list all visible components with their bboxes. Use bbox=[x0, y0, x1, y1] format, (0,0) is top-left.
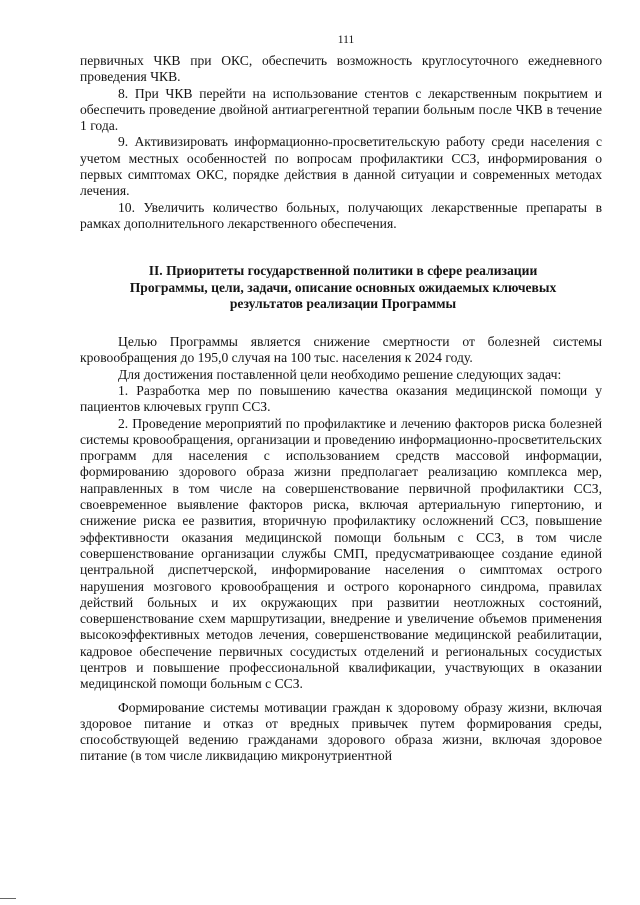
intro-paragraph-item-10: 10. Увеличить количество больных, получающих лекарственные препараты в рамках дополнительного лекарственного обеспечения. bbox=[80, 199, 602, 231]
task-paragraph-2: 2. Проведение мероприятий по профилактике и лечению факторов риска болезней системы кровообращения, организации и проведению информационно-просветительских программ для населения с использованием средств массовой информации, формированию здорового образа жизни предполагает реализацию комплекса мер, направленных в том числе на совершенствование первичной профилактики ССЗ, своевременное выявление факторов риска, включая артериальную гипертонию, и снижение риска ее развития, вторичную профилактику осложнений ССЗ, повышение эффективности оказания медицинской помощи больным с ССЗ, в том числе совершенствование организации службы СМП, предусматривающее создание единой центральной диспетчерской, информирование населения о симптомах острого нарушения мозгового кровообращения и острого коронарного синдрома, правилах действий больных и их окружающих при развитии неотложных состояний, совершенствование схем маршрутизации, внедрение и увеличение объемов применения высокоэффективных методов лечения, совершенствование медицинской реабилитации, кадровое обеспечение первичных сосудистых отделений и региональных сосудистых центров и повышение профессиональной квалификации, участвующих в оказании медицинской помощи больным с ССЗ. bbox=[80, 415, 602, 692]
section-heading-line-2: Программы, цели, задачи, описание основных ожидаемых ключевых bbox=[129, 279, 557, 295]
motivation-paragraph: Формирование системы мотивации граждан к здоровому образу жизни, включая здоровое питание и отказ от вредных привычек путем формирования среды, способствующей ведению гражданами здорового образа жизни, включая здоровое питание (в том числе ликвидацию микронутриентной bbox=[80, 699, 602, 764]
task-paragraph-1: 1. Разработка мер по повышению качества оказания медицинской помощи у пациентов ключевых групп ССЗ. bbox=[80, 382, 602, 415]
intro-paragraph-item-9: 9. Активизировать информационно-просветительскую работу среди населения с учетом местных особенностей по вопросам профилактики ССЗ, информирования о первых симптомах ОКС, порядке действия в данной ситуации и современных методах лечения. bbox=[80, 134, 602, 199]
goal-paragraph: Целью Программы является снижение смертности от болезней системы кровообращения до 195,0 случая на 100 тыс. населения к 2024 году. bbox=[80, 334, 602, 366]
section-heading-line-1: II. Приоритеты государственной политики в сфере реализации bbox=[148, 263, 538, 279]
section-heading-line-3: результатов реализации Программы bbox=[229, 296, 457, 312]
intro-paragraph-item-8: 8. При ЧКВ перейти на использование стентов с лекарственным покрытием и обеспечить проведение двойной антиагрегентной терапии больным после ЧКВ в течение 1 года. bbox=[80, 85, 602, 134]
page-edge-mark bbox=[0, 898, 16, 899]
section-heading bbox=[80, 263, 602, 313]
intro-paragraph-continuation: первичных ЧКВ при ОКС, обеспечить возможность круглосуточного ежедневного проведения ЧКВ. bbox=[80, 53, 602, 85]
tasks-intro-paragraph: Для достижения поставленной цели необходимо решение следующих задач: bbox=[118, 366, 562, 382]
page-number: 111 bbox=[337, 34, 355, 46]
